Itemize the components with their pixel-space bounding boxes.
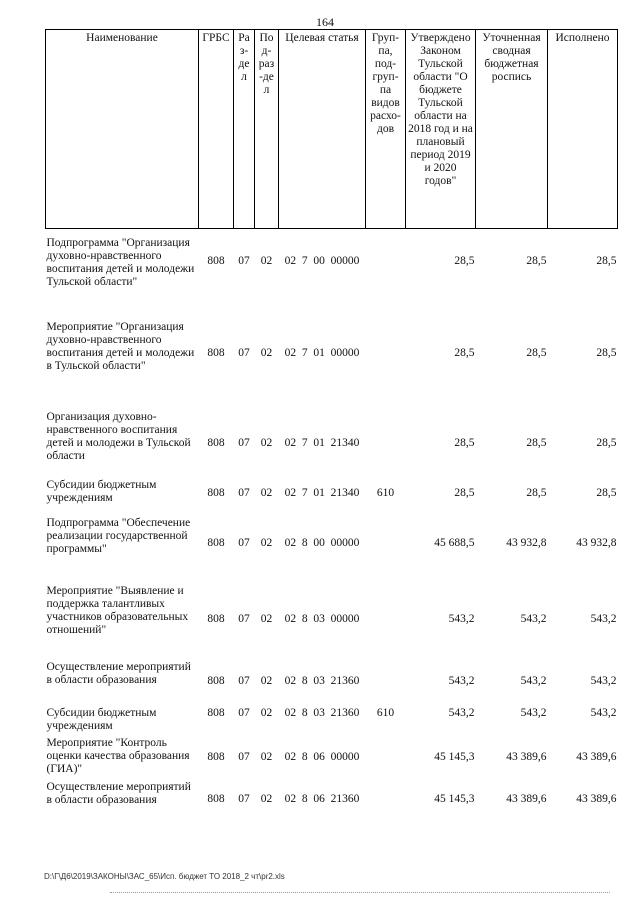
row-grbs: 808 (207, 536, 225, 549)
row-razdel: 07 (238, 436, 250, 449)
row-razdel: 07 (238, 674, 250, 687)
budget-table (45, 29, 618, 829)
table-row (46, 317, 618, 411)
row-target-article: 02 8 03 00000 (284, 612, 360, 625)
row-refined: 43 389,6 (506, 792, 547, 805)
header-executed: Исполнено (548, 30, 618, 229)
row-refined: 543,2 (520, 706, 547, 719)
row-refined: 543,2 (520, 674, 547, 687)
row-expense-group (366, 585, 406, 661)
row-executed: 43 389,6 (576, 750, 617, 763)
row-name: Мероприятие "Организация духовно-нравственного воспитания детей и молодежи в Тульской области" (46, 320, 195, 372)
row-name: Подпрограмма "Организация духовно-нравственного воспитания детей и молодежи Тульской области" (46, 237, 195, 288)
header-approved: Утверждено Законом Тульской области "О бюджете Тульской области на 2018 год и на плановый период 2019 и 2020 годов" (406, 30, 476, 229)
table-row (46, 781, 618, 829)
row-name: Субсидии бюджетным учреждениям (46, 706, 157, 732)
row-approved: 28,5 (454, 346, 475, 359)
row-name: Мероприятие "Выявление и поддержка талантливых участников образовательных отношений" (46, 584, 189, 636)
row-refined: 543,2 (520, 612, 547, 625)
row-razdel: 07 (238, 750, 250, 763)
row-grbs: 808 (207, 436, 225, 449)
row-podrazdel: 02 (260, 255, 273, 267)
row-grbs: 808 (207, 255, 225, 267)
row-name: Подпрограмма "Обеспечение реализации государственной программы" (46, 516, 191, 555)
row-refined: 43 389,6 (506, 750, 547, 763)
row-target-article: 02 7 00 00000 (284, 255, 360, 267)
table-row (46, 229, 618, 317)
header-podrazdel: Под-раз-дел (255, 30, 279, 229)
row-executed: 28,5 (596, 486, 617, 499)
row-executed: 43 932,8 (576, 536, 617, 549)
row-grbs: 808 (207, 612, 225, 625)
row-executed: 543,2 (590, 612, 617, 625)
table-header-row (46, 30, 618, 229)
table-row (46, 585, 618, 661)
file-path-footer: D:\Г\Д6\2019\ЗАКОНЫ\ЗАС_65\Исп. бюджет ТО 2018_2 чт\pr2.xls (44, 872, 285, 881)
row-podrazdel: 02 (260, 486, 273, 499)
table-row (46, 707, 618, 737)
table-row (46, 737, 618, 781)
header-grbs: ГРБС (199, 30, 234, 229)
row-podrazdel: 02 (260, 612, 273, 625)
row-name: Осуществление мероприятий в области образования (46, 780, 191, 806)
row-approved: 543,2 (448, 674, 475, 687)
row-razdel: 07 (238, 346, 250, 359)
row-approved: 543,2 (448, 612, 475, 625)
row-razdel: 07 (238, 706, 250, 719)
table-row (46, 661, 618, 707)
row-expense-group (366, 317, 406, 411)
row-name: Осуществление мероприятий в области образования (46, 660, 191, 686)
row-executed: 28,5 (596, 436, 617, 449)
row-approved: 45 688,5 (434, 536, 475, 549)
row-razdel: 07 (238, 536, 250, 549)
row-target-article: 02 7 01 21340 (284, 436, 360, 449)
row-expense-group (366, 661, 406, 707)
row-target-article: 02 7 01 00000 (284, 346, 360, 359)
row-target-article: 02 8 06 00000 (284, 750, 360, 763)
header-target-article: Целевая статья (279, 30, 366, 229)
row-podrazdel: 02 (260, 792, 273, 805)
row-podrazdel: 02 (260, 436, 273, 449)
row-grbs: 808 (207, 486, 225, 499)
table-row (46, 411, 618, 479)
table-body (46, 229, 618, 829)
row-executed: 28,5 (596, 255, 617, 267)
footer-divider (110, 892, 610, 893)
row-refined: 28,5 (526, 255, 547, 267)
row-executed: 543,2 (590, 706, 617, 719)
row-approved: 45 145,3 (434, 792, 475, 805)
row-expense-group (366, 229, 406, 317)
row-razdel: 07 (238, 612, 250, 625)
row-expense-group (366, 411, 406, 479)
row-grbs: 808 (207, 706, 225, 719)
row-expense-group: 610 (376, 486, 395, 499)
row-name: Мероприятие "Контроль оценки качества образования (ГИА)" (46, 736, 190, 775)
row-refined: 28,5 (526, 436, 547, 449)
header-name: Наименование (46, 30, 199, 229)
row-target-article: 02 8 06 21360 (284, 792, 360, 805)
row-target-article: 02 7 01 21340 (284, 486, 360, 499)
row-approved: 28,5 (454, 486, 475, 499)
row-approved: 45 145,3 (434, 750, 475, 763)
row-podrazdel: 02 (260, 706, 273, 719)
row-podrazdel: 02 (260, 346, 273, 359)
row-refined: 28,5 (526, 486, 547, 499)
row-target-article: 02 8 03 21360 (284, 674, 360, 687)
row-grbs: 808 (207, 674, 225, 687)
header-refined: Уточненная сводная бюджетная роспись (476, 30, 548, 229)
row-expense-group (366, 517, 406, 585)
row-name: Организация духовно-нравственного воспитания детей и молодежи в Тульской области (46, 410, 191, 462)
header-expense-group: Груп-па, под-груп-па видов расхо-дов (366, 30, 406, 229)
row-refined: 28,5 (526, 346, 547, 359)
row-target-article: 02 8 00 00000 (284, 536, 360, 549)
row-razdel: 07 (238, 255, 250, 267)
row-razdel: 07 (238, 792, 250, 805)
row-refined: 43 932,8 (506, 536, 547, 549)
row-razdel: 07 (238, 486, 250, 499)
row-grbs: 808 (207, 792, 225, 805)
row-approved: 28,5 (454, 255, 475, 267)
row-approved: 28,5 (454, 436, 475, 449)
header-razdel: Раз-дел (234, 30, 255, 229)
table-row (46, 479, 618, 517)
row-grbs: 808 (207, 346, 225, 359)
row-podrazdel: 02 (260, 674, 273, 687)
page-number: 164 (316, 15, 334, 29)
row-podrazdel: 02 (260, 750, 273, 763)
row-name: Субсидии бюджетным учреждениям (46, 478, 157, 504)
row-executed: 28,5 (596, 346, 617, 359)
table-row (46, 517, 618, 585)
row-grbs: 808 (207, 750, 225, 763)
row-podrazdel: 02 (260, 536, 273, 549)
row-executed: 543,2 (590, 674, 617, 687)
row-expense-group (366, 737, 406, 781)
row-target-article: 02 8 03 21360 (284, 706, 360, 719)
row-approved: 543,2 (448, 706, 475, 719)
row-expense-group (366, 781, 406, 829)
row-expense-group: 610 (376, 706, 395, 719)
row-executed: 43 389,6 (576, 792, 617, 805)
